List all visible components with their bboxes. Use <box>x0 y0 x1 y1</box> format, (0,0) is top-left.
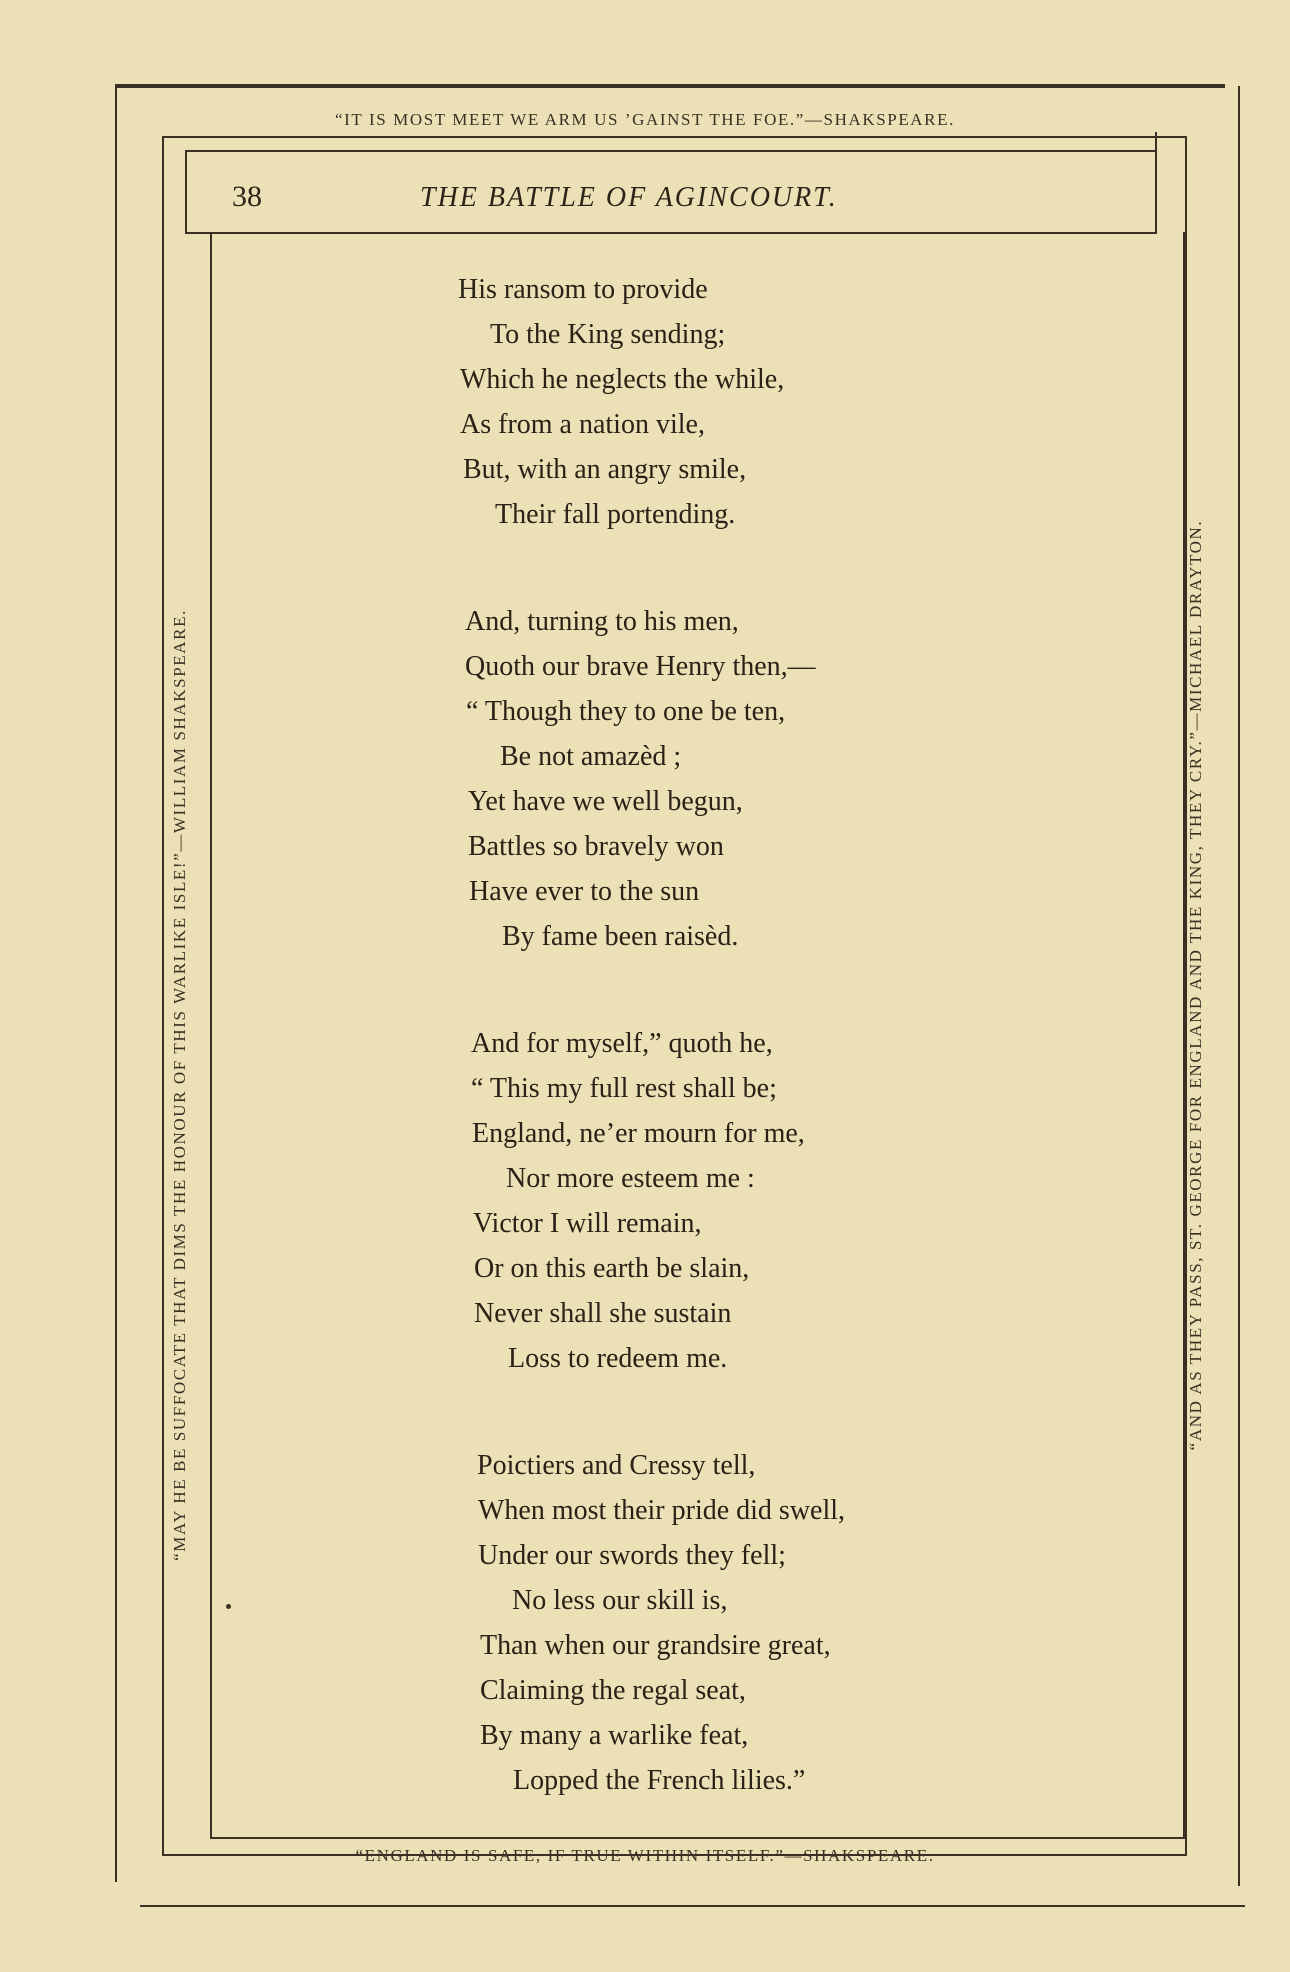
verse-line: As from a nation vile, <box>460 409 705 440</box>
header-box-top <box>185 150 1157 152</box>
top-rule <box>115 84 1225 86</box>
verse-line: Their fall portending. <box>495 499 736 530</box>
page-number: 38 <box>232 180 262 213</box>
verse-line: Claiming the regal seat, <box>480 1675 746 1706</box>
verse-line: Never shall she sustain <box>474 1298 732 1329</box>
right-border-quote: “AND AS THEY PASS, ST. GEORGE FOR ENGLAND AND THE KING, THEY CRY.”—MICHAEL DRAYTON. <box>1186 519 1205 1451</box>
verse-line: His ransom to provide <box>458 274 708 305</box>
verse-line: But, with an angry smile, <box>463 454 747 485</box>
verse-line: “ Though they to one be ten, <box>466 696 786 727</box>
bottom-outer-rule <box>140 1905 1245 1907</box>
verse-line: Quoth our brave Henry then,— <box>465 651 816 682</box>
verse-line: England, ne’er mourn for me, <box>472 1118 805 1149</box>
verse-line: No less our skill is, <box>512 1585 728 1616</box>
header-rule <box>185 232 1157 234</box>
header-box-right <box>1155 132 1157 234</box>
verse-line: Than when our grandsire great, <box>480 1630 831 1661</box>
right-outer-rule <box>1238 86 1240 1886</box>
verse-line: And for myself,” quoth he, <box>471 1028 773 1059</box>
verse-line: By fame been raisèd. <box>502 921 739 952</box>
verse-line: And, turning to his men, <box>465 606 739 637</box>
verse-line: Battles so bravely won <box>468 831 724 862</box>
top-border-quote: “IT IS MOST MEET WE ARM US ’GAINST THE FOE.”—SHAKSPEARE. <box>335 110 955 129</box>
verse-line: Have ever to the sun <box>469 876 700 907</box>
verse-line: Be not amazèd ; <box>500 741 682 772</box>
verse-line: Yet have we well begun, <box>468 786 743 817</box>
verse-line: Victor I will remain, <box>473 1208 702 1239</box>
running-title: THE BATTLE OF AGINCOURT. <box>420 182 838 213</box>
bottom-border-quote: “ENGLAND IS SAFE, IF TRUE WITHIN ITSELF.”—SHAKSPEARE. <box>355 1846 935 1865</box>
ink-speck <box>226 1604 231 1609</box>
header-box-left <box>185 150 187 234</box>
verse-line: Poictiers and Cressy tell, <box>477 1450 756 1481</box>
verse-line: By many a warlike feat, <box>480 1720 749 1751</box>
verse-line: Which he neglects the while, <box>460 364 785 395</box>
verse-line: Lopped the French lilies.” <box>513 1765 806 1796</box>
verse-line: To the King sending; <box>490 319 726 350</box>
verse-line: Nor more esteem me : <box>506 1163 755 1194</box>
verse-line: Loss to redeem me. <box>508 1343 728 1374</box>
verse-line: Or on this earth be slain, <box>474 1253 750 1284</box>
verse-line: When most their pride did swell, <box>478 1495 846 1526</box>
verse-line: “ This my full rest shall be; <box>471 1073 777 1104</box>
verse-line: Under our swords they fell; <box>478 1540 786 1571</box>
left-border-quote: “MAY HE BE SUFFOCATE THAT DIMS THE HONOUR OF THIS WARLIKE ISLE!”—WILLIAM SHAKSPEARE. <box>170 609 189 1561</box>
